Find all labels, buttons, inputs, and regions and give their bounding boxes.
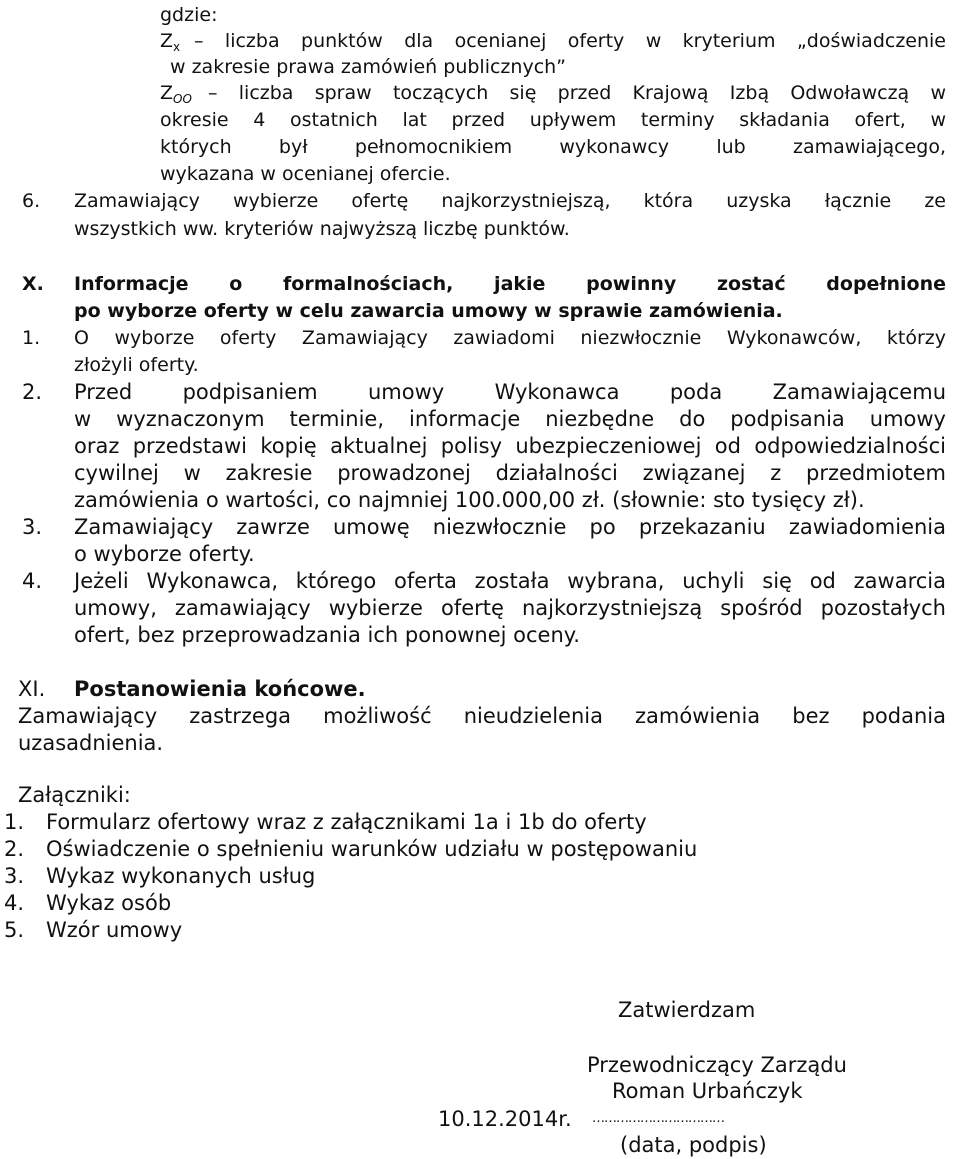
attachment-5-number: 5. [4, 918, 25, 942]
zoo-definition-line-2: okresie 4 ostatnich lat przed upływem terminy składania ofert, w [160, 109, 946, 131]
section-x-item-3-line-1: Zamawiający zawrze umowę niezwłocznie po przekazaniu zawiadomienia [74, 515, 946, 539]
section-xi-number: XI. [18, 677, 46, 701]
section-x-item-1-line-1: O wyborze oferty Zamawiający zawiadomi niezwłocznie Wykonawców, którzy [74, 327, 946, 349]
signature-note: (data, podpis) [620, 1133, 767, 1157]
section-xi-line-1: Zamawiający zastrzega możliwość nieudzielenia zamówienia bez podania [18, 704, 946, 728]
section-x-item-2-line-5: zamówienia o wartości, co najmniej 100.000,00 zł. (słownie: sto tysięcy zł). [74, 488, 865, 512]
section-x-item-4-line-2: umowy, zamawiający wybierze ofertę najkorzystniejszą spośród pozostałych [74, 596, 946, 620]
attachments-heading: Załączniki: [18, 783, 131, 807]
zx-definition-line-2: w zakresie prawa zamówień publicznych” [170, 56, 567, 78]
zoo-definition-line-1: – liczba spraw toczących się przed Krajową Izbą Odwoławczą w [208, 82, 946, 104]
zoo-subscript: OO [173, 92, 192, 106]
section-x-item-2-line-3: oraz przedstawi kopię aktualnej polisy ubezpieczeniowej od odpowiedzialności [74, 434, 946, 458]
attachment-2-number: 2. [4, 837, 25, 861]
section-x-item-4-number: 4. [22, 569, 43, 593]
zoo-symbol [160, 80, 192, 106]
signature-date: 10.12.2014r. [438, 1107, 572, 1131]
section-x-item-1-line-2: złożyli oferty. [74, 354, 199, 376]
attachment-1-number: 1. [4, 810, 25, 834]
section-x-item-3-line-2: o wyborze oferty. [74, 542, 255, 566]
attachment-3-number: 3. [4, 864, 25, 888]
section-x-title-line-1: Informacje o formalnościach, jakie powinny zostać dopełnione [74, 273, 946, 295]
attachment-4-number: 4. [4, 891, 25, 915]
approve-label: Zatwierdzam [618, 998, 756, 1022]
section-xi-line-2: uzasadnienia. [18, 731, 164, 755]
zoo-definition-line-4: wykazana w ocenianej ofercie. [160, 163, 451, 185]
zoo-letter: Z [160, 82, 174, 104]
section-x-item-4-line-3: ofert, bez przeprowadzania ich ponownej oceny. [74, 623, 580, 647]
signatory-role: Przewodniczący Zarządu [587, 1053, 847, 1077]
point-6-line-1: Zamawiający wybierze ofertę najkorzystniejszą, która uzyska łącznie ze [74, 190, 946, 212]
section-x-item-1-number: 1. [22, 327, 41, 349]
attachment-5-text: Wzór umowy [46, 918, 183, 942]
zx-definition-line-1: – liczba punktów dla ocenianej oferty w kryterium „doświadczenie [194, 30, 946, 52]
gdzie-label: gdzie: [160, 4, 218, 26]
signature-dotted-line: …………………………… [592, 1111, 724, 1126]
point-6-line-2: wszystkich ww. kryteriów najwyższą liczbę punktów. [74, 218, 570, 240]
attachment-1-text: Formularz ofertowy wraz z załącznikami 1a i 1b do oferty [46, 810, 647, 834]
attachment-3-text: Wykaz wykonanych usług [46, 864, 316, 888]
attachment-2-text: Oświadczenie o spełnieniu warunków udziału w postępowaniu [46, 837, 698, 861]
signatory-name: Roman Urbańczyk [612, 1079, 803, 1103]
section-xi-title: Postanowienia końcowe. [74, 677, 366, 701]
attachment-4-text: Wykaz osób [46, 891, 172, 915]
section-x-item-4-line-1: Jeżeli Wykonawca, którego oferta została wybrana, uchyli się od zawarcia [74, 569, 946, 593]
section-x-title-line-2: po wyborze oferty w celu zawarcia umowy w sprawie zamówienia. [74, 300, 783, 322]
zoo-definition-line-3: których był pełnomocnikiem wykonawcy lub zamawiającego, [160, 136, 946, 158]
section-x-item-2-number: 2. [22, 380, 43, 404]
section-x-item-2-line-4: cywilnej w zakresie prowadzonej działalności związanej z przedmiotem [74, 461, 946, 485]
section-x-item-2-line-2: w wyznaczonym terminie, informacje niezbędne do podpisania umowy [74, 407, 946, 431]
section-x-number: X. [22, 273, 44, 295]
point-6-number: 6. [22, 190, 41, 212]
zx-letter: Z [160, 30, 174, 52]
section-x-item-3-number: 3. [22, 515, 43, 539]
zx-subscript: x [173, 40, 181, 54]
zx-symbol [160, 28, 180, 54]
section-x-item-2-line-1: Przed podpisaniem umowy Wykonawca poda Zamawiającemu [74, 380, 946, 404]
